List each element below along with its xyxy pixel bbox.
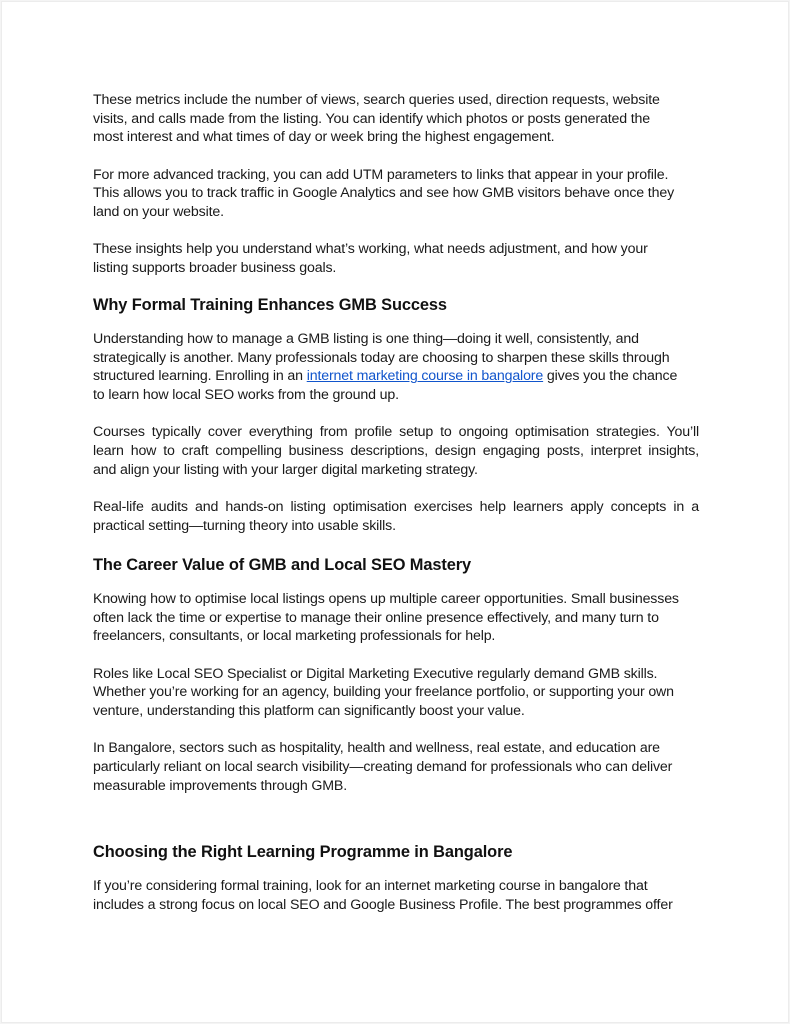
text-segment: gives you the chance — [543, 368, 678, 385]
text-line: practical setting—turning theory into usable skills. — [93, 517, 396, 534]
paragraph-bangalore-sectors — [93, 739, 699, 795]
text-line: particularly reliant on local search visibility—creating demand for professionals who can deliver — [93, 758, 673, 775]
text-line — [93, 367, 699, 386]
text-line: Whether you’re working for an agency, building your freelance portfolio, or supporting your own — [93, 684, 674, 701]
section-heading-career-value: The Career Value of GMB and Local SEO Mastery — [93, 556, 472, 574]
text-line: Knowing how to optimise local listings opens up multiple career opportunities. Small businesses — [93, 591, 679, 607]
text-line: Understanding how to manage a GMB listing is one thing—doing it well, consistently, and — [93, 331, 639, 347]
intro-section — [93, 91, 674, 296]
text-line: and align your listing with your larger digital marketing strategy. — [93, 461, 478, 478]
text-line: measurable improvements through GMB. — [93, 777, 348, 794]
text-segment: structured learning. Enrolling in an — [93, 368, 307, 385]
text-line: If you’re considering formal training, look for an internet marketing course in bangalore that — [93, 878, 648, 894]
text-line: learn how to craft compelling business descriptions, design engaging posts, interpret insights, — [93, 443, 699, 460]
text-line: For more advanced tracking, you can add UTM parameters to links that appear in your profile. — [93, 166, 669, 183]
text-line: In Bangalore, sectors such as hospitality, health and wellness, real estate, and education are — [93, 740, 660, 757]
paragraph-metrics — [93, 91, 674, 147]
document-page — [1, 1, 789, 1023]
paragraph-considering-training — [93, 877, 699, 914]
text-line: venture, understanding this platform can significantly boost your value. — [93, 703, 525, 720]
formal-training-section — [93, 330, 699, 554]
text-line: often lack the time or expertise to manage their online presence effectively, and many turn to — [93, 609, 659, 626]
paragraph-knowing — [93, 590, 699, 646]
text-line: These metrics include the number of views, search queries used, direction requests, website — [93, 92, 660, 108]
text-line: Roles like Local SEO Specialist or Digital Marketing Executive regularly demand GMB skills. — [93, 665, 658, 682]
text-line: This allows you to track traffic in Google Analytics and see how GMB visitors behave once they — [93, 185, 675, 202]
text-line: most interest and what times of day or week bring the highest engagement. — [93, 129, 555, 146]
text-line: Courses typically cover everything from profile setup to ongoing optimisation strategies. You’ll — [93, 424, 699, 441]
paragraph-courses — [93, 423, 699, 479]
text-line: freelancers, consultants, or local marketing professionals for help. — [93, 628, 496, 645]
text-line: land on your website. — [93, 204, 224, 221]
text-line: visits, and calls made from the listing. You can identify which photos or posts generated the — [93, 110, 651, 127]
paragraph-insights — [93, 240, 674, 277]
text-line: to learn how local SEO works from the ground up. — [93, 387, 399, 404]
paragraph-utm-tracking — [93, 166, 674, 222]
text-line: includes a strong focus on local SEO and Google Business Profile. The best programmes offer — [93, 896, 673, 913]
course-link[interactable]: internet marketing course in bangalore — [306, 368, 544, 385]
text-line: strategically is another. Many professionals today are choosing to sharpen these skills through — [93, 349, 670, 366]
text-line: These insights help you understand what’s working, what needs adjustment, and how your — [93, 241, 648, 258]
paragraph-real-life-audits — [93, 498, 699, 535]
text-line: Real-life audits and hands-on listing optimisation exercises help learners apply concepts in a — [93, 498, 699, 515]
choosing-programme-section — [93, 877, 699, 933]
section-heading-choosing-programme: Choosing the Right Learning Programme in Bangalore — [93, 843, 513, 861]
text-line: listing supports broader business goals. — [93, 259, 337, 276]
section-heading-formal-training: Why Formal Training Enhances GMB Success — [93, 296, 447, 314]
career-value-section — [93, 590, 699, 814]
paragraph-roles — [93, 665, 699, 721]
paragraph-understanding — [93, 330, 699, 405]
